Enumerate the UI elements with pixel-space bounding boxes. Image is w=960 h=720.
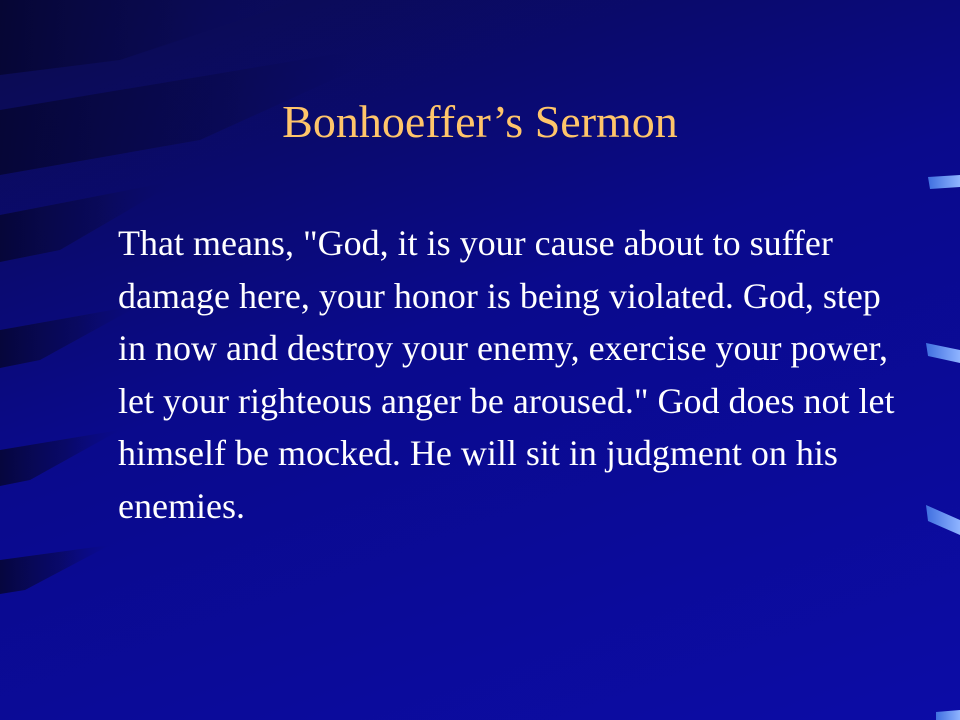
decor-accent	[928, 175, 960, 189]
decor-accent	[936, 710, 960, 720]
decor-stripe	[0, 430, 120, 486]
decor-accent	[926, 343, 960, 363]
decor-stripe	[0, 0, 300, 75]
decor-accent	[926, 505, 960, 535]
slide-title: Bonhoeffer’s Sermon	[282, 96, 678, 147]
slide-body-text: That means, "God, it is your cause about to suffer damage here, your honor is being violated. God, step in now and destroy your enemy, exercise your power, let your righteous anger be aroused." God does not let himself be mocked. He will sit in judgment on his enemies.	[118, 223, 895, 526]
decor-stripe	[0, 545, 110, 594]
